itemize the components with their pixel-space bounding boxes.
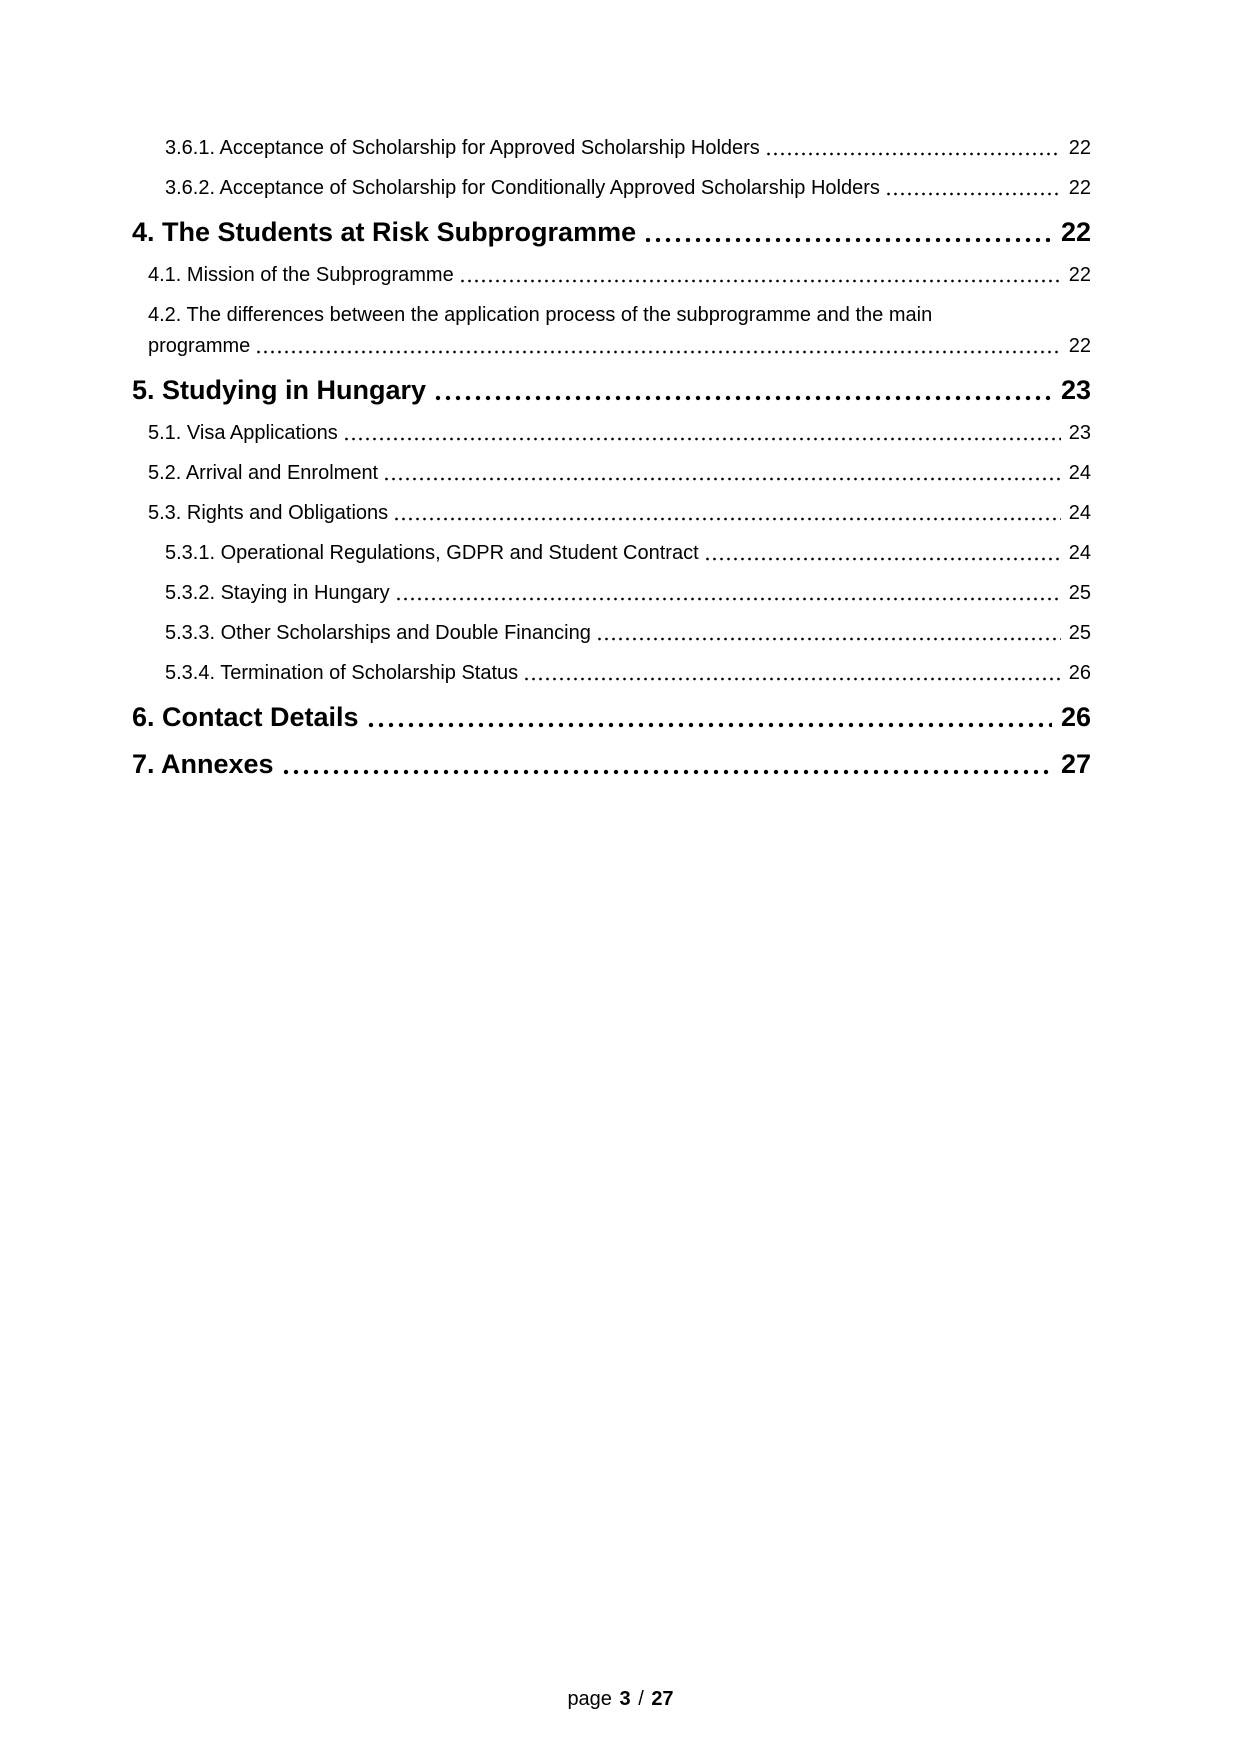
table-of-contents bbox=[132, 136, 1091, 795]
dot-leader bbox=[523, 661, 1061, 686]
toc-heading-row bbox=[132, 748, 1091, 781]
dot-leader bbox=[281, 748, 1052, 781]
toc-entry-row bbox=[132, 621, 1091, 646]
footer-total-pages: 27 bbox=[651, 1688, 674, 1710]
toc-entry-row bbox=[132, 421, 1091, 446]
toc-entry-row bbox=[132, 461, 1091, 486]
toc-entry-label: 5.3.4. Termination of Scholarship Status bbox=[165, 662, 519, 684]
toc-heading-row bbox=[132, 374, 1091, 407]
dot-leader bbox=[765, 136, 1061, 161]
toc-entry-row bbox=[132, 541, 1091, 566]
dot-leader bbox=[383, 461, 1061, 486]
toc-page-number: 26 bbox=[1060, 702, 1091, 732]
dot-leader bbox=[433, 374, 1052, 407]
toc-entry-row bbox=[132, 661, 1091, 686]
toc-page-number: 22 bbox=[1068, 264, 1091, 286]
toc-entry-row bbox=[132, 176, 1091, 201]
toc-entry-label: 5.1. Visa Applications bbox=[148, 422, 338, 444]
dot-leader bbox=[459, 263, 1061, 288]
toc-page-number: 26 bbox=[1068, 662, 1091, 684]
toc-page-number: 23 bbox=[1068, 422, 1091, 444]
dot-leader bbox=[596, 621, 1061, 646]
dot-leader bbox=[393, 501, 1061, 526]
toc-entry-label: 5.3.3. Other Scholarships and Double Financing bbox=[165, 622, 591, 644]
toc-entry-row bbox=[132, 303, 1091, 328]
dot-leader bbox=[704, 541, 1061, 566]
toc-page-number: 22 bbox=[1068, 177, 1091, 199]
dot-leader bbox=[366, 701, 1052, 734]
dot-leader bbox=[885, 176, 1061, 201]
toc-entry-label: 5.3.1. Operational Regulations, GDPR and Student Contract bbox=[165, 542, 699, 564]
toc-entry-label: 5.3.2. Staying in Hungary bbox=[165, 582, 390, 604]
toc-page-number: 25 bbox=[1068, 582, 1091, 604]
toc-entry-row bbox=[132, 501, 1091, 526]
toc-page-number: 22 bbox=[1068, 335, 1091, 357]
toc-entry-label: 4.2. The differences between the application process of the subprogramme and the main bbox=[148, 304, 933, 326]
toc-page-number: 23 bbox=[1060, 375, 1091, 405]
toc-entry-label: 4. The Students at Risk Subprogramme bbox=[132, 217, 637, 247]
dot-leader bbox=[395, 581, 1061, 606]
footer-page-number: 3 bbox=[619, 1688, 631, 1710]
toc-entry-row bbox=[132, 136, 1091, 161]
toc-page-number: 24 bbox=[1068, 462, 1091, 484]
toc-entry-label: 5.2. Arrival and Enrolment bbox=[148, 462, 379, 484]
toc-page-number: 25 bbox=[1068, 622, 1091, 644]
toc-entry-label: programme bbox=[148, 335, 251, 357]
toc-page-number: 22 bbox=[1068, 137, 1091, 159]
toc-entry-label: 5. Studying in Hungary bbox=[132, 375, 427, 405]
toc-entry-label: 7. Annexes bbox=[132, 749, 274, 779]
toc-entry-row bbox=[132, 263, 1091, 288]
toc-entry-label: 5.3. Rights and Obligations bbox=[148, 502, 389, 524]
toc-entry-row bbox=[132, 334, 1091, 359]
toc-entry-label: 6. Contact Details bbox=[132, 702, 359, 732]
page-footer bbox=[0, 1687, 1241, 1712]
dot-leader bbox=[643, 216, 1052, 249]
toc-entry-row bbox=[132, 581, 1091, 606]
toc-page-number: 24 bbox=[1068, 542, 1091, 564]
toc-page-number: 22 bbox=[1060, 217, 1091, 247]
toc-entry-label: 3.6.1. Acceptance of Scholarship for Approved Scholarship Holders bbox=[165, 137, 760, 159]
dot-leader bbox=[343, 421, 1061, 446]
footer-page-label: page bbox=[567, 1688, 612, 1710]
toc-entry-label: 3.6.2. Acceptance of Scholarship for Conditionally Approved Scholarship Holders bbox=[165, 177, 880, 199]
toc-heading-row bbox=[132, 701, 1091, 734]
toc-page-number: 24 bbox=[1068, 502, 1091, 524]
toc-heading-row bbox=[132, 216, 1091, 249]
footer-separator: / bbox=[638, 1688, 644, 1710]
toc-entry-label: 4.1. Mission of the Subprogramme bbox=[148, 264, 454, 286]
toc-page-number: 27 bbox=[1060, 749, 1091, 779]
dot-leader bbox=[255, 334, 1060, 359]
